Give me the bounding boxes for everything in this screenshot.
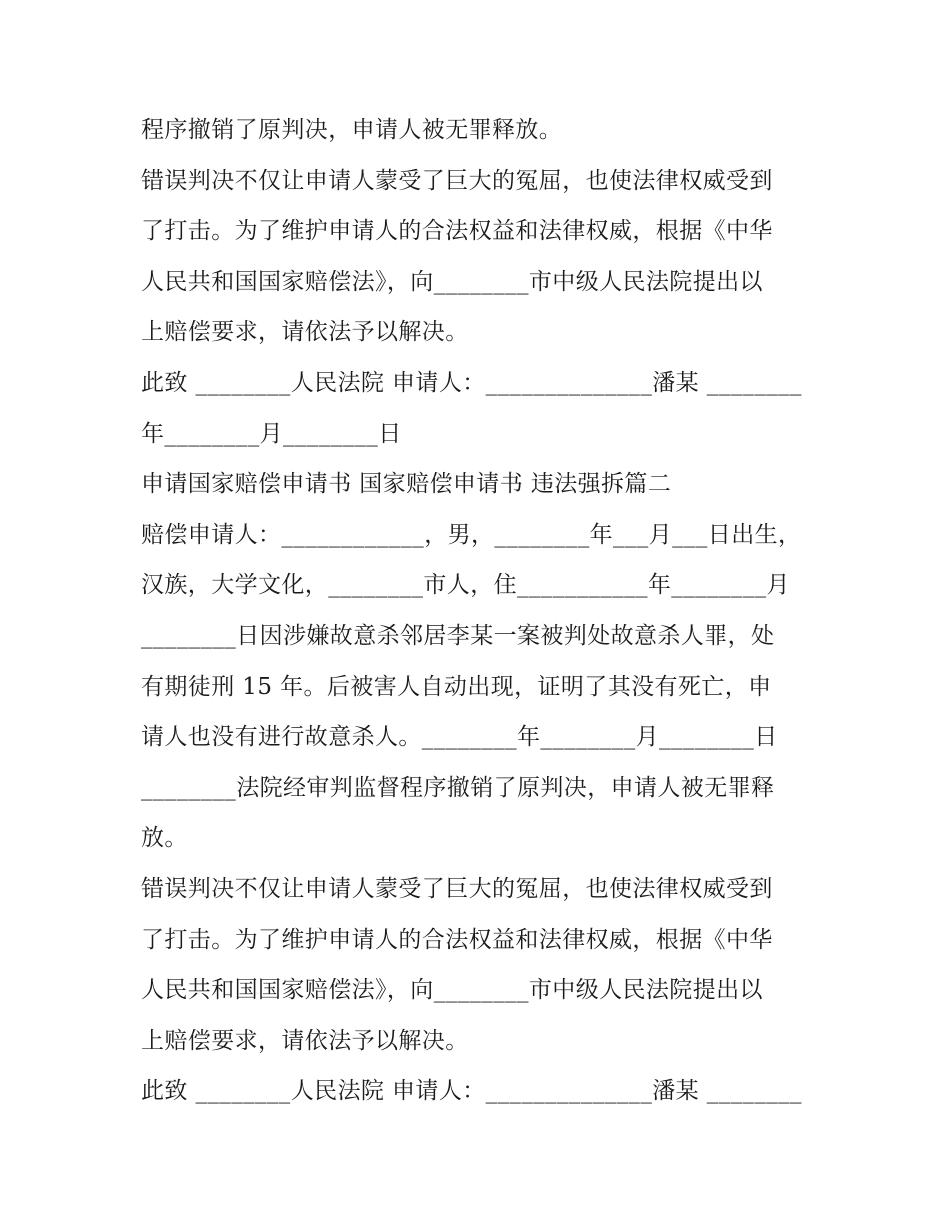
text-line: 上赔偿要求，请依法予以解决。 — [141, 319, 469, 345]
text-line: 了打击。为了维护申请人的合法权益和法律权威，根据《中华 — [141, 927, 773, 953]
text-line: 此致 ________人民法院 申请人：______________潘某 ________ — [141, 1078, 802, 1104]
text-line: 赔偿申请人：____________，男，________年___月___日出生， — [141, 522, 802, 548]
text-line: ________日因涉嫌故意杀邻居李某一案被判处故意杀人罪，处 — [141, 623, 775, 649]
text-line: 了打击。为了维护申请人的合法权益和法律权威，根据《中华 — [141, 218, 773, 244]
text-line: 此致 ________人民法院 申请人：______________潘某 ________ — [141, 370, 802, 396]
text-line: 人民共和国国家赔偿法》，向________市中级人民法院提出以 — [141, 269, 763, 295]
text-line: 人民共和国国家赔偿法》，向________市中级人民法院提出以 — [141, 977, 763, 1003]
text-line: 上赔偿要求，请依法予以解决。 — [141, 1028, 469, 1054]
text-line: 年________月________日 — [141, 421, 402, 447]
text-line: 错误判决不仅让申请人蒙受了巨大的冤屈，也使法律权威受到 — [141, 876, 773, 902]
text-line: 有期徒刑 15 年。后被害人自动出现，证明了其没有死亡，申 — [141, 674, 772, 700]
text-line: 汉族，大学文化，________市人，住___________年________月 — [141, 572, 790, 598]
section-heading: 申请国家赔偿申请书 国家赔偿申请书 违法强拆篇二 — [141, 471, 672, 497]
text-line: 错误判决不仅让申请人蒙受了巨大的冤屈，也使法律权威受到 — [141, 168, 773, 194]
text-line: 放。 — [141, 825, 188, 851]
text-line: ________法院经审判监督程序撤销了原判决，申请人被无罪释 — [141, 775, 775, 801]
text-line: 请人也没有进行故意杀人。________年________月________日 — [141, 724, 778, 750]
text-line: 程序撤销了原判决，申请人被无罪释放。 — [141, 117, 563, 143]
